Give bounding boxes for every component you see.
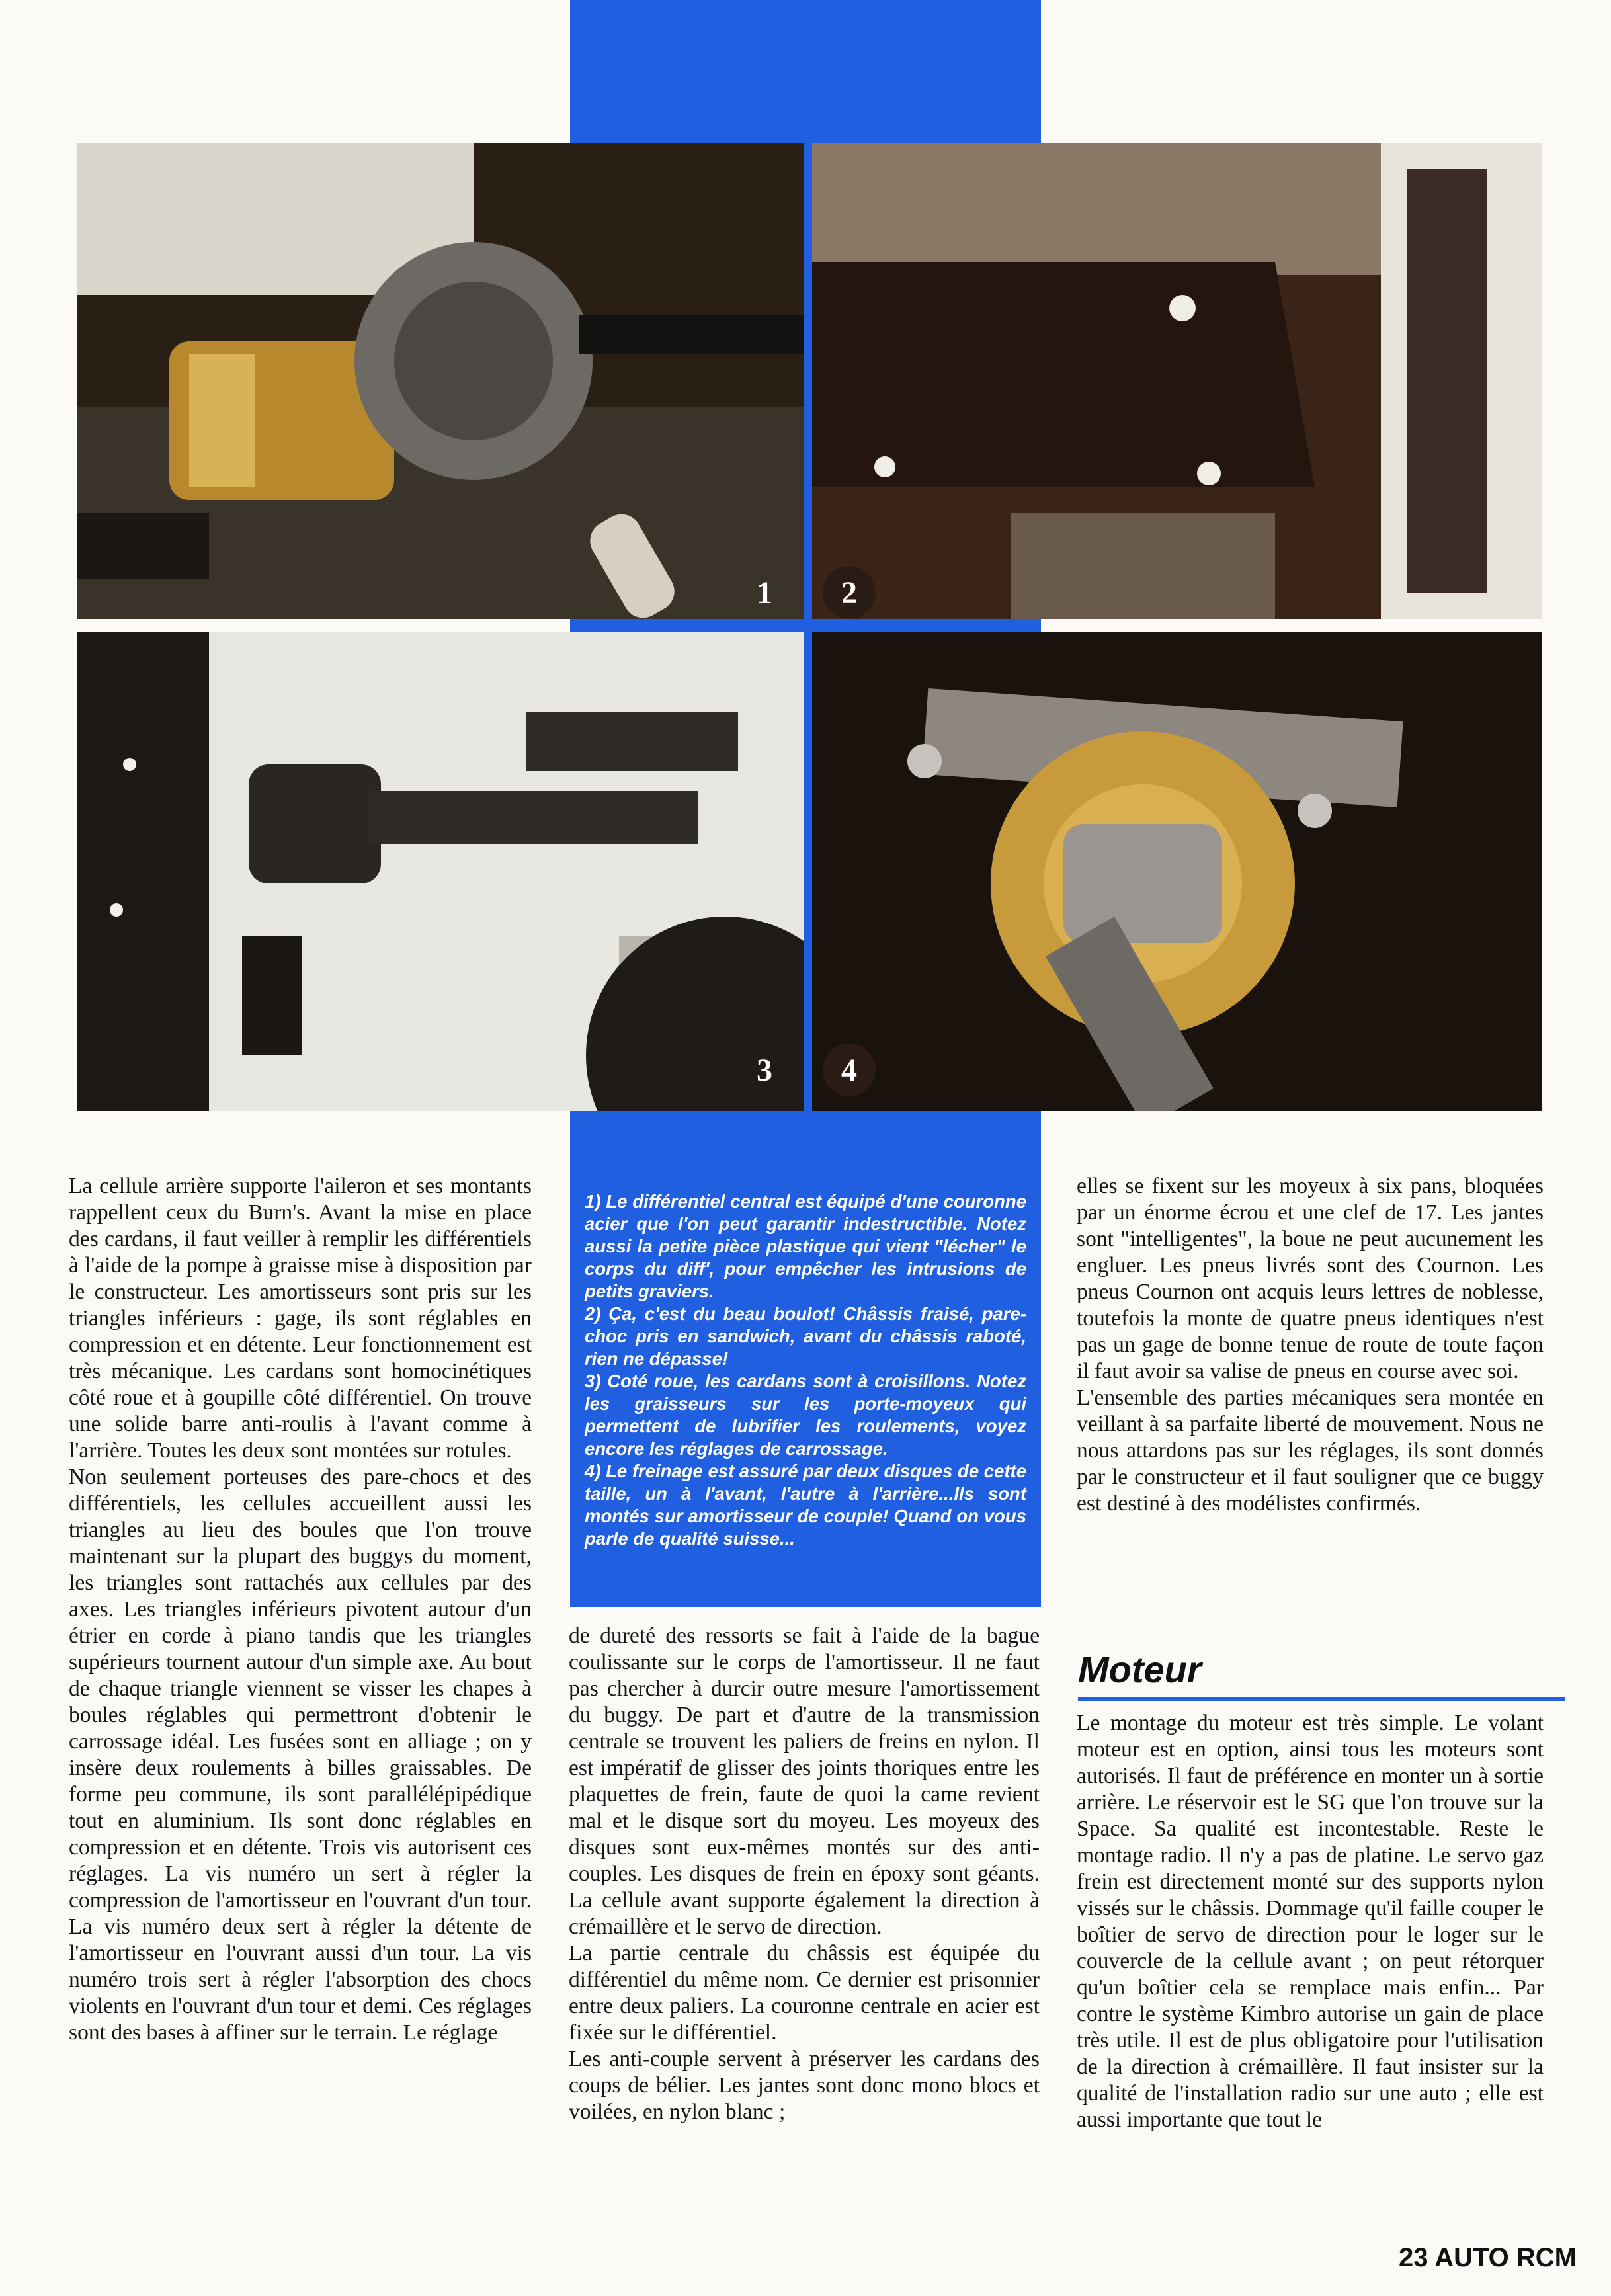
photo-4-image xyxy=(812,632,1542,1111)
photo-3-image xyxy=(77,632,804,1111)
paragraph: Non seulement porteuses des pare-chocs et des différentiels, les cellules accueillent aussi les triangles au lieu des boules que l'on trouve maintenant sur la plupart des buggys du moment, les triangles sont rattachés aux cellules par des axes. Les triangles inférieurs pivotent autour d'un étrier en corde à piano tandis que les triangles supérieurs tournent autour d'un simple axe. Au bout de chaque triangle viennent se visser les chapes à boules réglables qui permettront d'obtenir le carrossage idéal. Les fusées sont en alliage ; on y insère deux roulements à billes graissables. De forme peu commune, ils sont parallélépipédique tout en aluminium. Ils sont donc réglables en compression et en détente. Trois vis autorisent ces réglages. La vis numéro un sert à régler la compression de l'amortisseur en l'ouvrant d'un tour. La vis numéro deux sert à régler la détente de l'amortisseur en l'ouvrant aussi d'un tour. La vis numéro trois sert à régler l'absorption des chocs violents en l'ouvrant d'un tour et demi. Ces réglages sont des bases à affiner sur le terrain. Le réglage xyxy=(69,1465,532,2045)
caption-4: 4) Le freinage est assuré par deux disques de cette taille, un à l'avant, l'autre à l'arrière...Ils sont montés sur amortisseur de couple! Quand on vous parle de qualité suisse... xyxy=(585,1461,1026,1549)
caption-2: 2) Ça, c'est du beau boulot! Châssis fraisé, pare-choc pris en sandwich, avant du châssis raboté, rien ne dépasse! xyxy=(585,1303,1026,1369)
paragraph: La partie centrale du châssis est équipée du différentiel du même nom. Ce dernier est prisonnier entre deux paliers. La couronne centrale en acier est fixée sur le différentiel. xyxy=(569,1941,1040,2045)
photo-2-number: 2 xyxy=(823,566,876,619)
photo-3 xyxy=(77,632,804,1111)
photo-1 xyxy=(77,143,804,619)
article-column-1 xyxy=(69,1173,532,2046)
paragraph: La cellule arrière supporte l'aileron et ses montants rappellent ceux du Burn's. Avant la mise en place des cardans, il faut veiller à remplir les différentiels à l'aide de la pompe à graisse mise à disposition par le constructeur. Les amortisseurs sont pris sur les triangles inférieurs : gage, ils sont réglables en compression et en détente. Leur fonctionnement est très mécanique. Les cardans sont homocinétiques côté roue et à goupille côté différentiel. On trouve une solide barre anti-roulis à l'avant comme à l'arrière. Toutes les deux sont montées sur rotules. xyxy=(69,1174,532,1463)
photo-captions-box xyxy=(570,1184,1041,1607)
article-column-2 xyxy=(569,1623,1040,2125)
photo-1-image xyxy=(77,143,804,619)
section-heading-text: Moteur xyxy=(1078,1649,1202,1690)
magazine-name: AUTO RCM xyxy=(1434,2243,1577,2272)
photo-2 xyxy=(812,143,1542,619)
photo-4 xyxy=(812,632,1542,1111)
paragraph: Le montage du moteur est très simple. Le volant moteur est en option, ainsi tous les moteurs sont autorisés. Il faut de préférence en monter un à sortie arrière. Le réservoir est le SG que l'on trouve sur la Space. Sa qualité est incontestable. Reste le montage radio. Il n'y a pas de platine. Le servo gaz frein est directement monté sur des supports nylon vissés sur le châssis. Dommage qu'il faille couper le boîtier de servo de direction pour le loger sur le couvercle de la cellule avant ; on peut rétorquer qu'un boîtier cela se remplace mais enfin... Par contre le système Kimbro autorise un gain de place très utile. Il est de plus obligatoire pour l'utilisation de la direction à crémaillère. Il faut insister sur la qualité de l'installation radio sur une auto ; elle est aussi importante que tout le xyxy=(1077,1711,1544,2132)
photo-1-number: 1 xyxy=(757,575,772,610)
photo-2-image xyxy=(812,143,1542,619)
article-column-3 xyxy=(1077,1173,1544,1517)
paragraph: elles se fixent sur les moyeux à six pans, bloquées par un énorme écrou et une clef de 17. Les jantes sont "intelligentes", la boue ne peut aucunement les engluer. Les pneus livrés sont des Cournon. Les pneus Cournon ont acquis leurs lettres de noblesse, toutefois la monte de quatre pneus identiques n'est pas un gage de bonne tenue de route de toute façon il faut avoir sa valise de pneus en course avec soi. xyxy=(1077,1174,1544,1383)
paragraph: de dureté des ressorts se fait à l'aide de la bague coulissante sur le corps de l'amortisseur. Il ne faut pas chercher à durcir outre mesure l'amortissement du buggy. De part et d'autre de la transmission centrale se trouvent les paliers de freins en nylon. Il est impératif de glisser des joints thoriques entre les plaquettes de frein, faute de quoi la came revient mal et le disque sort du moyeu. Les moyeux des disques sont eux-mêmes montés sur des anti-couples. Les disques de frein en époxy sont géants. La cellule avant supporte également la direction à crémaillère et le servo de direction. xyxy=(569,1623,1040,1939)
paragraph: L'ensemble des parties mécaniques sera montée en veillant à sa parfaite liberté de mouvement. Nous ne nous attardons pas sur les réglages, ils sont donnés par le constructeur et il faut souligner que ce buggy est destiné à des modélistes confirmés. xyxy=(1077,1385,1544,1516)
photo-3-number: 3 xyxy=(757,1052,772,1088)
page-footer xyxy=(1399,2243,1577,2273)
article-column-3-continued xyxy=(1077,1710,1544,2133)
photo-4-number: 4 xyxy=(823,1044,876,1096)
section-heading-moteur xyxy=(1078,1647,1565,1701)
caption-3: 3) Coté roue, les cardans sont à croisillons. Notez les graisseurs sur les porte-moyeux qui permettent de lubrifier les roulements, voyez encore les réglages de carrossage. xyxy=(585,1371,1026,1459)
paragraph: Les anti-couple servent à préserver les cardans des coups de bélier. Les jantes sont donc mono blocs et voilées, en nylon blanc ; xyxy=(569,2047,1040,2124)
caption-1: 1) Le différentiel central est équipé d'une couronne acier que l'on peut garantir indestructible. Notez aussi la petite pièce plastique qui vient "lécher" le corps du diff', pour empêcher les intrusions de petits graviers. xyxy=(585,1191,1026,1301)
page-number: 23 xyxy=(1399,2243,1428,2272)
